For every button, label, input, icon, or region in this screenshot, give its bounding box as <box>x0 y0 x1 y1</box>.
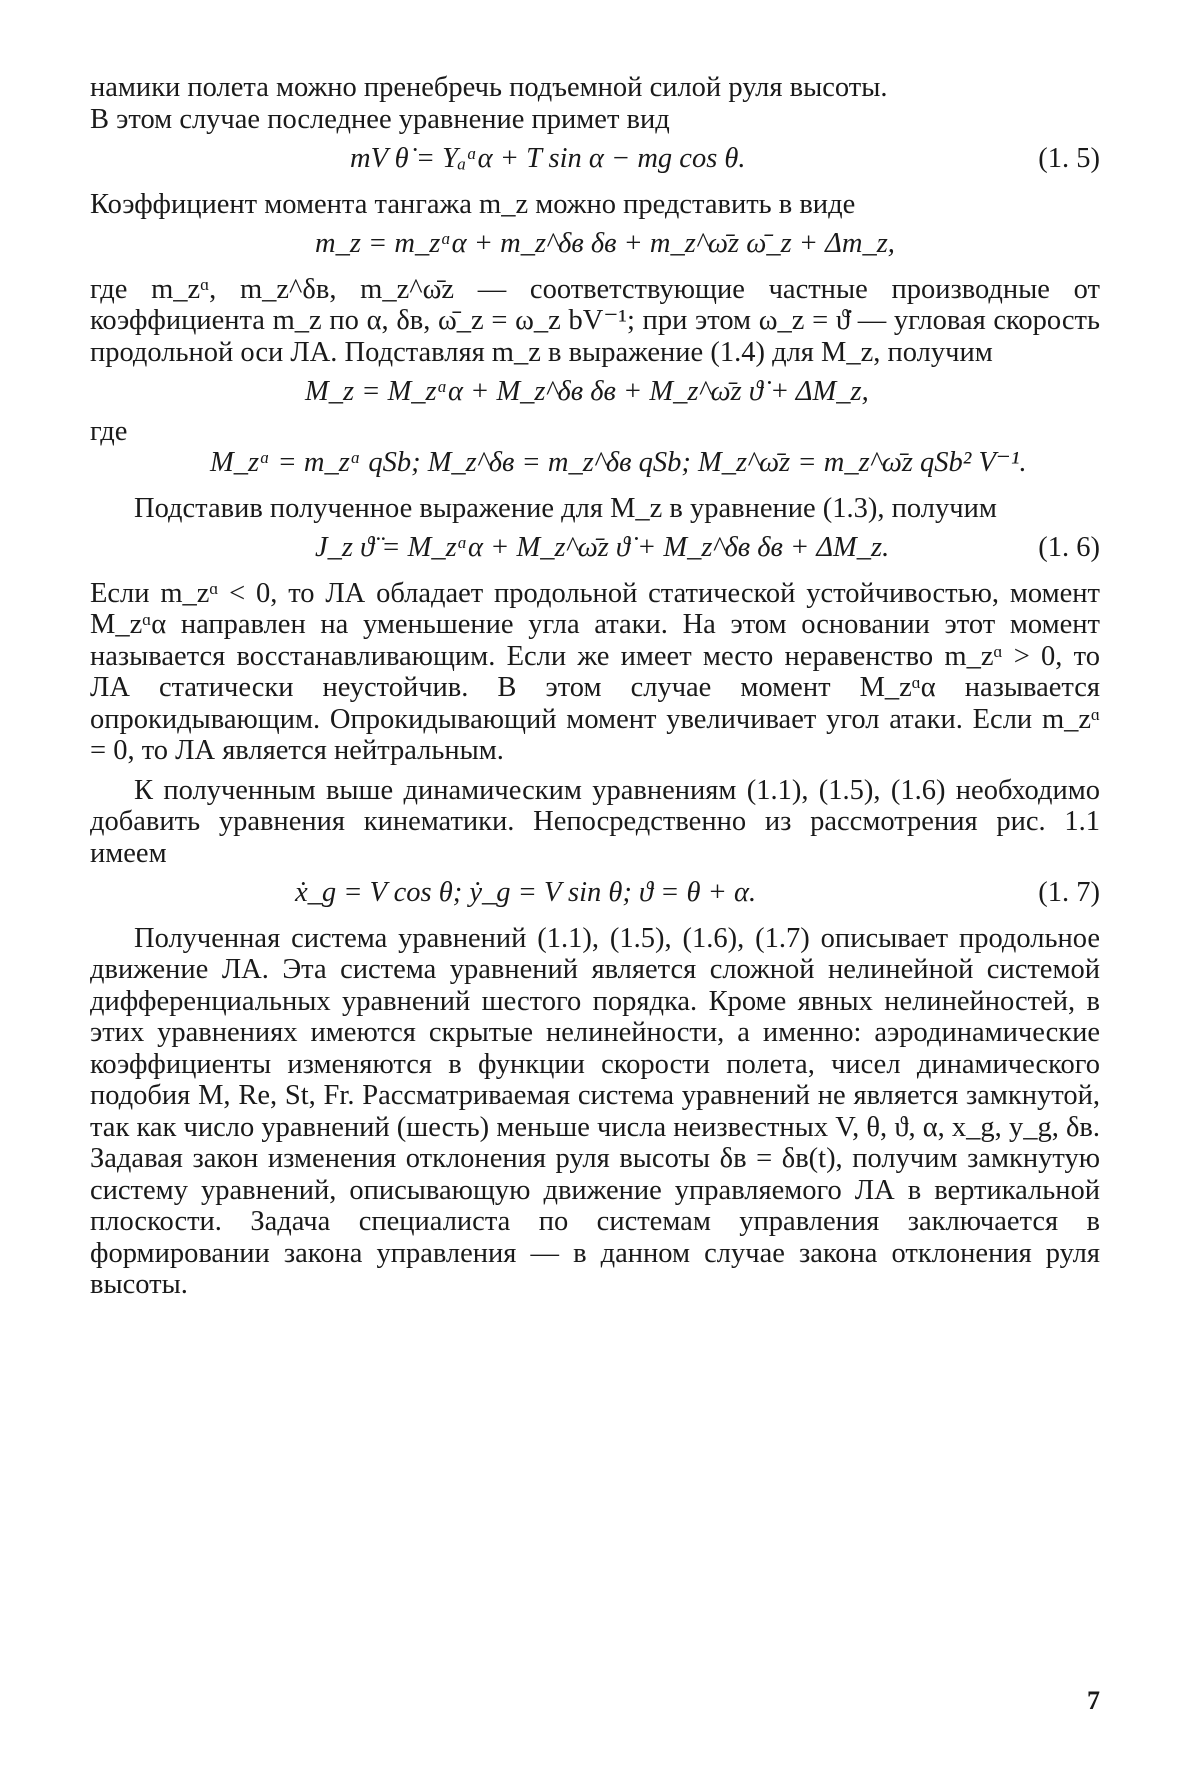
paragraph: К полученным выше динамическим уравнениям (1.1), (1.5), (1.6) необходимо добавить уравнения кинематики. Непосредственно из рассмотрения рис. 1.1 имеем <box>90 774 1100 869</box>
paragraph: Подставив полученное выражение для M_z в уравнение (1.3), получим <box>134 492 997 524</box>
paragraph: Полученная система уравнений (1.1), (1.5), (1.6), (1.7) описывает продольное движение ЛА. Эта система уравнений является сложной нелинейной системой дифференциальных уравнений шестого порядка. Кроме явных нелинейностей, в этих уравнениях имеются скрытые нелинейности, а именно: аэродинамические коэффициенты изменяются в функции скорости полета, чисел динамического подобия M, Re, St, Fr. Рассматриваемая система уравнений не является замкнутой, так как число уравнений (шесть) меньше числа неизвестных V, θ, ϑ, α, x_g, y_g, δв. Задавая закон изменения отклонения руля высоты δв = δв(t), получим замкнутую систему уравнений, описывающую движение управляемого ЛА в вертикальной плоскости. Задача специалиста по системам управления заключается в формировании закона управления — в данном случае закона отклонения руля высоты. <box>90 922 1100 1300</box>
equation-1-5: mV θ̇ = Yₐᵅα + T sin α − mg cos θ. (1. 5) <box>350 143 1100 174</box>
equation-moment-derivatives: M_zᵅ = m_zᵅ qSb; M_z^δв = m_z^δв qSb; M_z^ω̄z = m_z^ω̄z qSb² V⁻¹. <box>210 447 1027 478</box>
paragraph: Коэффициент момента тангажа m_z можно представить в виде <box>90 188 856 220</box>
equation-number: (1. 7) <box>1038 877 1100 908</box>
equation-number: (1. 6) <box>1038 532 1100 563</box>
page-number: 7 <box>1087 1686 1100 1715</box>
text-line: намики полета можно пренебречь подъемной силой руля высоты. В этом случае последнее уравнение примет вид <box>90 72 888 135</box>
paragraph: Если m_zᵅ < 0, то ЛА обладает продольной статической устойчивостью, момент M_zᵅα направлен на уменьшение угла атаки. На этом основании этот момент называется восстанавливающим. Если же имеет место неравенство m_zᵅ > 0, то ЛА статически неустойчив. В этом случае момент M_zᵅα называется опрокидывающим. Опрокидывающий момент увеличивает угол атаки. Если m_zᵅ = 0, то ЛА является нейтральным. <box>90 577 1100 766</box>
paragraph: где m_zᵅ, m_z^δв, m_z^ω̄z — соответствующие частные производные от коэффициента m_z по α, δв, ω̄_z = ω_z bV⁻¹; при этом ω_z = ϑ̇ — угловая скорость продольной оси ЛА. Подставляя m_z в выражение (1.4) для M_z, получим <box>90 273 1100 368</box>
equation-1-6: J_z ϑ̈ = M_zᵅα + M_z^ω̄z ϑ̇ + M_z^δв δв + ΔM_z. (1. 6) <box>315 532 1100 563</box>
equation-1-7: ẋ_g = V cos θ; ẏ_g = V sin θ; ϑ = θ + α. (1. 7) <box>295 877 1100 908</box>
equation-moment: M_z = M_zᵅα + M_z^δв δв + M_z^ω̄z ϑ̇ + ΔM_z, <box>305 376 869 407</box>
text-line: где <box>90 415 128 447</box>
equation-moment-coefficient: m_z = m_zᵅα + m_z^δв δв + m_z^ω̄z ω̄_z + Δm_z, <box>315 228 895 259</box>
equation-number: (1. 5) <box>1038 143 1100 174</box>
